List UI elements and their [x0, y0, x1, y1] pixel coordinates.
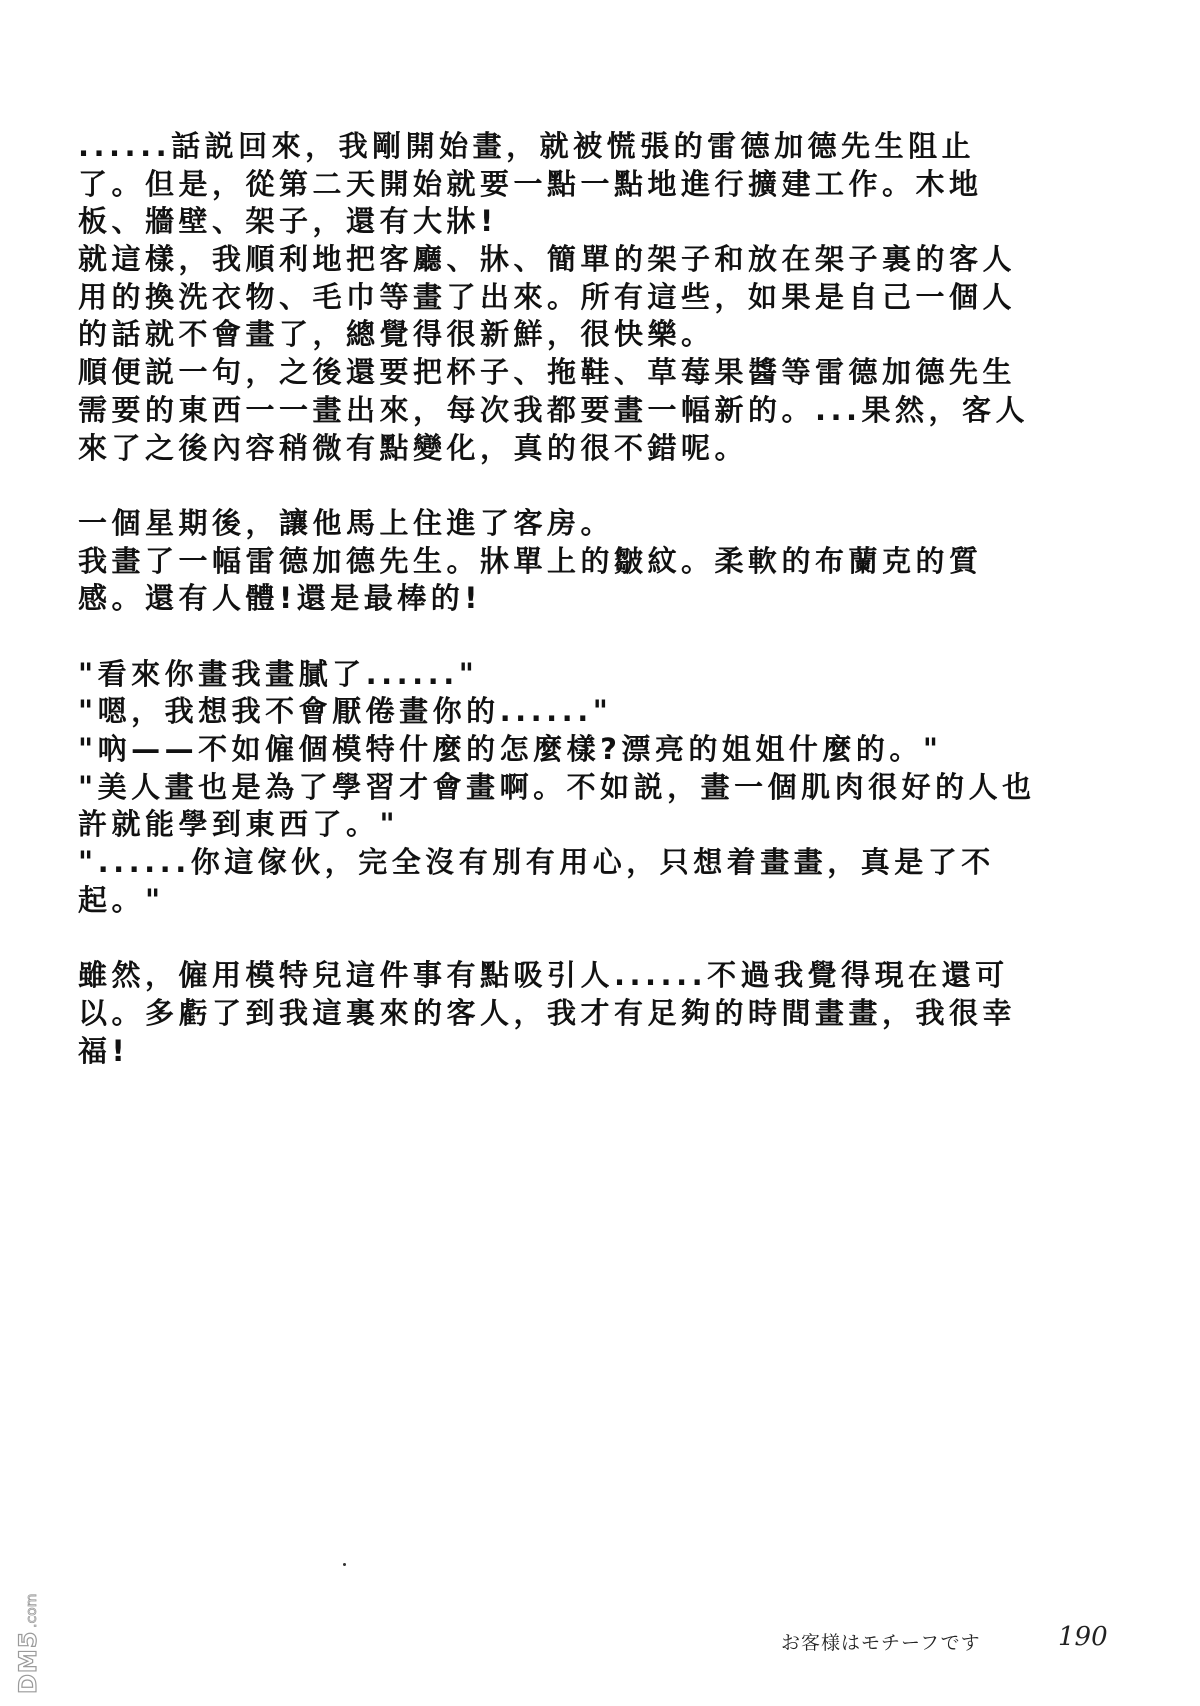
blank-line — [78, 618, 1118, 656]
stray-dot — [343, 1563, 346, 1566]
blank-line — [78, 919, 1118, 957]
text-line: "嗯，我想我不會厭倦畫你的......" — [78, 694, 613, 729]
page-footer — [0, 1622, 1200, 1662]
text-line: 用的換洗衣物、毛巾等畫了出來。所有這些，如果是自己一個人 — [78, 279, 1017, 314]
text-line: 起。" — [78, 882, 165, 917]
text-line: "看來你畫我畫膩了......" — [78, 656, 479, 691]
text-line: 了。但是，從第二天開始就要一點一點地進行擴建工作。木地 — [78, 166, 983, 201]
text-line: "美人畫也是為了學習才會畫啊。不如説，畫一個肌肉很好的人也 — [78, 769, 1036, 804]
blank-line — [78, 467, 1118, 505]
text-line: ......話説回來，我剛開始畫，就被慌張的雷德加德先生阻止 — [78, 129, 976, 163]
svg-text:DM5: DM5 — [14, 1630, 42, 1694]
text-line: 許就能學到東西了。" — [78, 807, 400, 842]
text-line: 順便説一句，之後還要把杯子、拖鞋、草莓果醬等雷德加德先生 — [78, 355, 1017, 390]
text-line: 以。多虧了到我這裏來的客人，我才有足夠的時間畫畫，我很幸 — [78, 995, 1017, 1030]
running-title: お客様はモチーフです — [781, 1632, 981, 1654]
svg-text:.com: .com — [24, 1593, 40, 1628]
text-line: 感。還有人體!還是最棒的! — [78, 581, 482, 616]
text-line: 福! — [78, 1033, 130, 1068]
body-text — [78, 128, 1118, 1070]
dm5-logo-icon — [10, 1546, 44, 1696]
text-line: 雖然，僱用模特兒這件事有點吸引人......不過我覺得現在還可 — [78, 958, 1009, 993]
text-line: 就這樣，我順利地把客廳、牀、簡單的架子和放在架子裏的客人 — [78, 242, 1017, 277]
text-line: "吶——不如僱個模特什麼的怎麼樣?漂亮的姐姐什麼的。" — [78, 732, 943, 766]
text-line: "......你這傢伙，完全沒有別有用心，只想着畫畫，真是了不 — [78, 845, 995, 880]
page-number: 190 — [1058, 1622, 1108, 1652]
text-line: 我畫了一幅雷德加德先生。牀單上的皺紋。柔軟的布蘭克的質 — [78, 543, 983, 578]
text-line: 需要的東西一一畫出來，每次我都要畫一幅新的。...果然，客人 — [78, 392, 1030, 427]
text-line: 一個星期後，讓他馬上住進了客房。 — [78, 505, 615, 540]
text-line: 的話就不會畫了，總覺得很新鮮，很快樂。 — [78, 317, 715, 352]
text-line: 來了之後內容稍微有點變化，真的很不錯呢。 — [78, 430, 749, 465]
text-line: 板、牆壁、架子，還有大牀! — [78, 204, 498, 239]
